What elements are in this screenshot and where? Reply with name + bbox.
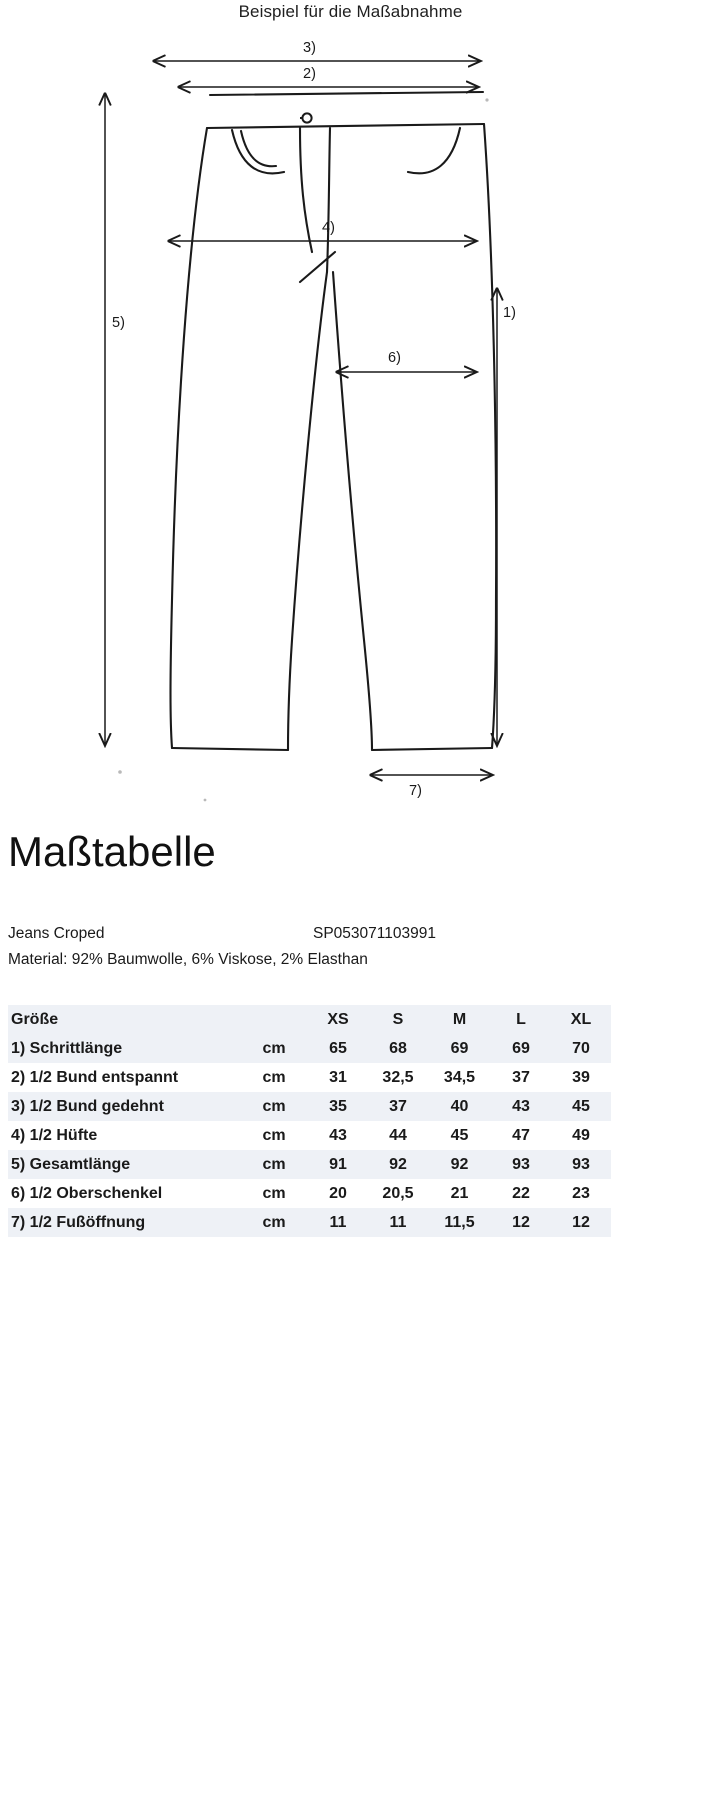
callout-7: 7) (409, 783, 422, 799)
row-value-xs: 43 (308, 1121, 368, 1150)
row-value-s: 44 (368, 1121, 428, 1150)
row-value-l: 69 (491, 1034, 551, 1063)
row-label: 6) 1/2 Oberschenkel (8, 1179, 240, 1208)
product-sku: SP053071103991 (313, 925, 436, 942)
header-m: M (428, 1005, 491, 1034)
row-value-m: 21 (428, 1179, 491, 1208)
row-label: 2) 1/2 Bund entspannt (8, 1063, 240, 1092)
row-unit: cm (240, 1092, 308, 1121)
row-value-xs: 91 (308, 1150, 368, 1179)
row-value-xs: 11 (308, 1208, 368, 1237)
header-s: S (368, 1005, 428, 1034)
row-value-xl: 70 (551, 1034, 611, 1063)
row-unit: cm (240, 1208, 308, 1237)
row-value-xl: 49 (551, 1121, 611, 1150)
table-row (8, 1034, 611, 1063)
row-label: 1) Schrittlänge (8, 1034, 240, 1063)
measurement-diagram (0, 0, 701, 830)
row-unit: cm (240, 1034, 308, 1063)
button-detail (300, 113, 312, 122)
callout-3: 3) (303, 40, 316, 56)
row-value-l: 43 (491, 1092, 551, 1121)
table-row (8, 1150, 611, 1179)
table-row (8, 1208, 611, 1237)
row-value-l: 22 (491, 1179, 551, 1208)
size-table (8, 1005, 611, 1237)
row-value-xl: 45 (551, 1092, 611, 1121)
table-row (8, 1121, 611, 1150)
row-value-s: 68 (368, 1034, 428, 1063)
row-value-xs: 31 (308, 1063, 368, 1092)
header-xl: XL (551, 1005, 611, 1034)
product-meta (8, 925, 693, 969)
callout-4: 4) (322, 220, 335, 236)
row-value-m: 45 (428, 1121, 491, 1150)
row-label: 7) 1/2 Fußöffnung (8, 1208, 240, 1237)
row-value-l: 37 (491, 1063, 551, 1092)
row-label: 5) Gesamtlänge (8, 1150, 240, 1179)
row-value-l: 93 (491, 1150, 551, 1179)
row-value-xl: 12 (551, 1208, 611, 1237)
callout-5: 5) (112, 315, 125, 331)
header-l: L (491, 1005, 551, 1034)
row-value-m: 69 (428, 1034, 491, 1063)
row-value-s: 32,5 (368, 1063, 428, 1092)
row-value-xl: 39 (551, 1063, 611, 1092)
row-value-l: 47 (491, 1121, 551, 1150)
header-size: Größe (8, 1005, 240, 1034)
row-label: 3) 1/2 Bund gedehnt (8, 1092, 240, 1121)
row-value-xs: 20 (308, 1179, 368, 1208)
row-value-m: 92 (428, 1150, 491, 1179)
page-title: Maßtabelle (8, 828, 216, 875)
row-value-xl: 93 (551, 1150, 611, 1179)
header-unit (240, 1005, 308, 1034)
row-value-l: 12 (491, 1208, 551, 1237)
material-text: Material: 92% Baumwolle, 6% Viskose, 2% Elasthan (8, 951, 368, 968)
callout-2: 2) (303, 66, 316, 82)
row-unit: cm (240, 1179, 308, 1208)
table-row (8, 1092, 611, 1121)
table-header-row (8, 1005, 611, 1034)
row-value-s: 20,5 (368, 1179, 428, 1208)
header-xs: XS (308, 1005, 368, 1034)
table-row (8, 1063, 611, 1092)
row-unit: cm (240, 1121, 308, 1150)
callout-6: 6) (388, 350, 401, 366)
size-table-wrapper (8, 1005, 693, 1237)
product-name: Jeans Croped (8, 925, 105, 942)
row-value-s: 37 (368, 1092, 428, 1121)
row-value-xl: 23 (551, 1179, 611, 1208)
row-value-xs: 65 (308, 1034, 368, 1063)
jeans-illustration (0, 0, 701, 830)
diagram-title: Beispiel für die Maßabnahme (238, 2, 463, 21)
row-unit: cm (240, 1150, 308, 1179)
row-value-m: 40 (428, 1092, 491, 1121)
row-unit: cm (240, 1063, 308, 1092)
row-value-xs: 35 (308, 1092, 368, 1121)
row-value-s: 11 (368, 1208, 428, 1237)
table-row (8, 1179, 611, 1208)
row-value-m: 34,5 (428, 1063, 491, 1092)
row-value-s: 92 (368, 1150, 428, 1179)
callout-1: 1) (503, 305, 516, 321)
row-label: 4) 1/2 Hüfte (8, 1121, 240, 1150)
row-value-m: 11,5 (428, 1208, 491, 1237)
